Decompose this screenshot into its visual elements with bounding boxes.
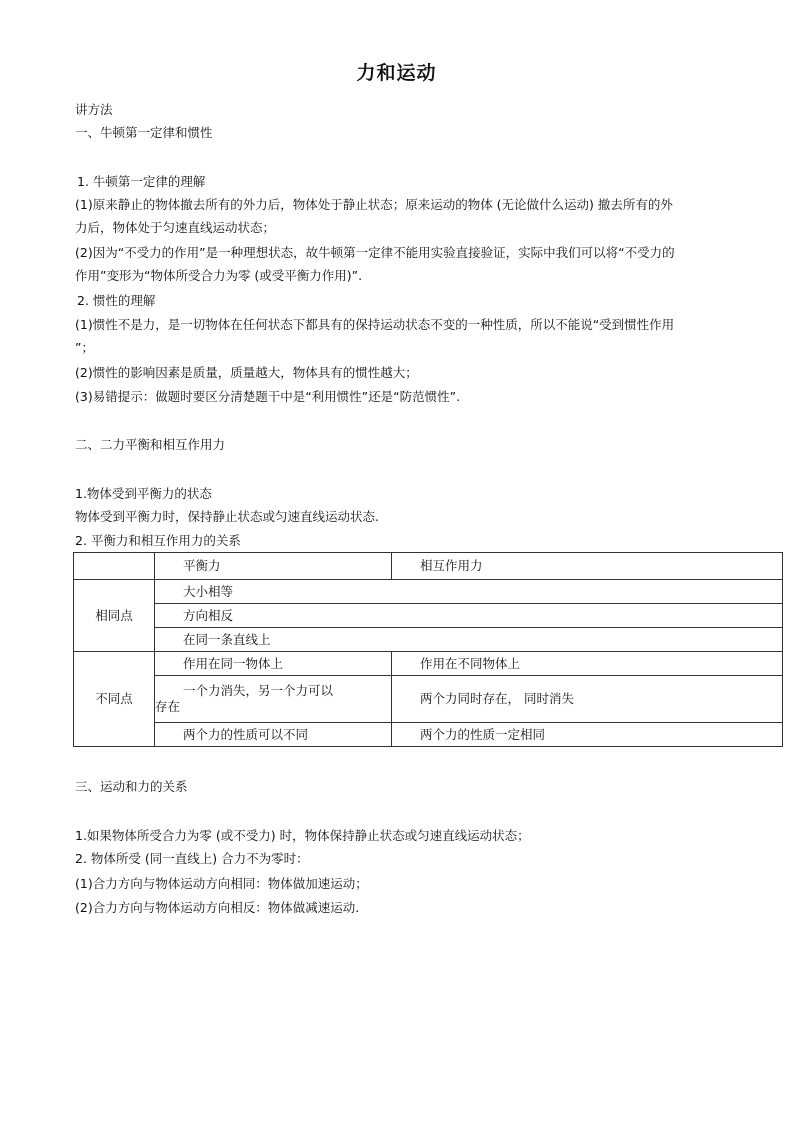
table-header-balance: 平衡力 <box>155 553 392 580</box>
paragraph-line: 力后，物体处于匀速直线运动状态； <box>75 220 276 235</box>
paragraph-line: (3)易错提示：做题时要区分清楚题干中是“利用惯性”还是“防范惯性”. <box>75 389 461 404</box>
paragraph-line: 作用”变形为“物体所受合力为零 (或受平衡力作用)”. <box>75 268 363 283</box>
paragraph-line: 1.如果物体所受合力为零 (或不受力) 时，物体保持静止状态或匀速直线运动状态； <box>75 828 530 843</box>
table-corner-cell <box>74 553 155 580</box>
same-label-cell: 相同点 <box>74 580 155 652</box>
method-label: 讲方法 <box>75 102 113 117</box>
paragraph-line: 2. 物体所受 (同一直线上) 合力不为零时： <box>75 851 309 866</box>
table-cell: 方向相反 <box>155 604 783 628</box>
table-row <box>74 628 783 652</box>
table-header-mutual: 相互作用力 <box>392 553 783 580</box>
paragraph-line: (2)合力方向与物体运动方向相反：物体做减速运动. <box>75 900 360 915</box>
subsection-2-2: 2. 平衡力和相互作用力的关系 <box>75 533 241 548</box>
table-cell: 作用在同一物体上 <box>155 652 392 676</box>
table-row <box>74 604 783 628</box>
table-cell: 两个力同时存在， 同时消失 <box>392 676 783 723</box>
page-title: 力和运动 <box>356 62 437 84</box>
section-1-heading: 一、牛顿第一定律和惯性 <box>75 125 213 140</box>
subsection-1-2: 2. 惯性的理解 <box>77 293 156 308</box>
comparison-table <box>73 552 783 747</box>
paragraph-line: (1)原来静止的物体撤去所有的外力后，物体处于静止状态；原来运动的物体 (无论做什么运动) 撤去所有的外 <box>75 197 673 212</box>
section-3-heading: 三、运动和力的关系 <box>75 779 188 794</box>
paragraph-line: (2)惯性的影响因素是质量，质量越大，物体具有的惯性越大； <box>75 365 418 380</box>
diff-label-cell: 不同点 <box>74 652 155 747</box>
subsection-2-1: 1.物体受到平衡力的状态 <box>75 486 212 501</box>
table-row <box>74 676 783 723</box>
paragraph-line: (2)因为“不受力的作用”是一种理想状态，故牛顿第一定律不能用实验直接验证，实际中我们可以将“不受力的 <box>75 245 675 260</box>
table-cell: 大小相等 <box>155 580 783 604</box>
paragraph-line: (1)惯性不是力，是一切物体在任何状态下都具有的保持运动状态不变的一种性质，所以不能说“受到惯性作用 <box>75 317 675 332</box>
table-row <box>74 652 783 676</box>
table-header-row <box>74 553 783 580</box>
table-row <box>74 723 783 747</box>
cell-text-line: 存在 <box>155 699 181 714</box>
paragraph-line: (1)合力方向与物体运动方向相同：物体做加速运动； <box>75 876 368 891</box>
paragraph-line: 物体受到平衡力时，保持静止状态或匀速直线运动状态. <box>75 509 379 524</box>
table-cell <box>155 676 392 723</box>
table-cell: 在同一条直线上 <box>155 628 783 652</box>
cell-text-line: 一个力消失，另一个力可以 <box>183 683 334 698</box>
table-cell: 两个力的性质一定相同 <box>392 723 783 747</box>
table-cell: 两个力的性质可以不同 <box>155 723 392 747</box>
subsection-1-1: 1. 牛顿第一定律的理解 <box>77 174 206 189</box>
table-row <box>74 580 783 604</box>
table-cell: 作用在不同物体上 <box>392 652 783 676</box>
paragraph-line: ”； <box>75 340 94 355</box>
section-2-heading: 二、二力平衡和相互作用力 <box>75 437 226 452</box>
